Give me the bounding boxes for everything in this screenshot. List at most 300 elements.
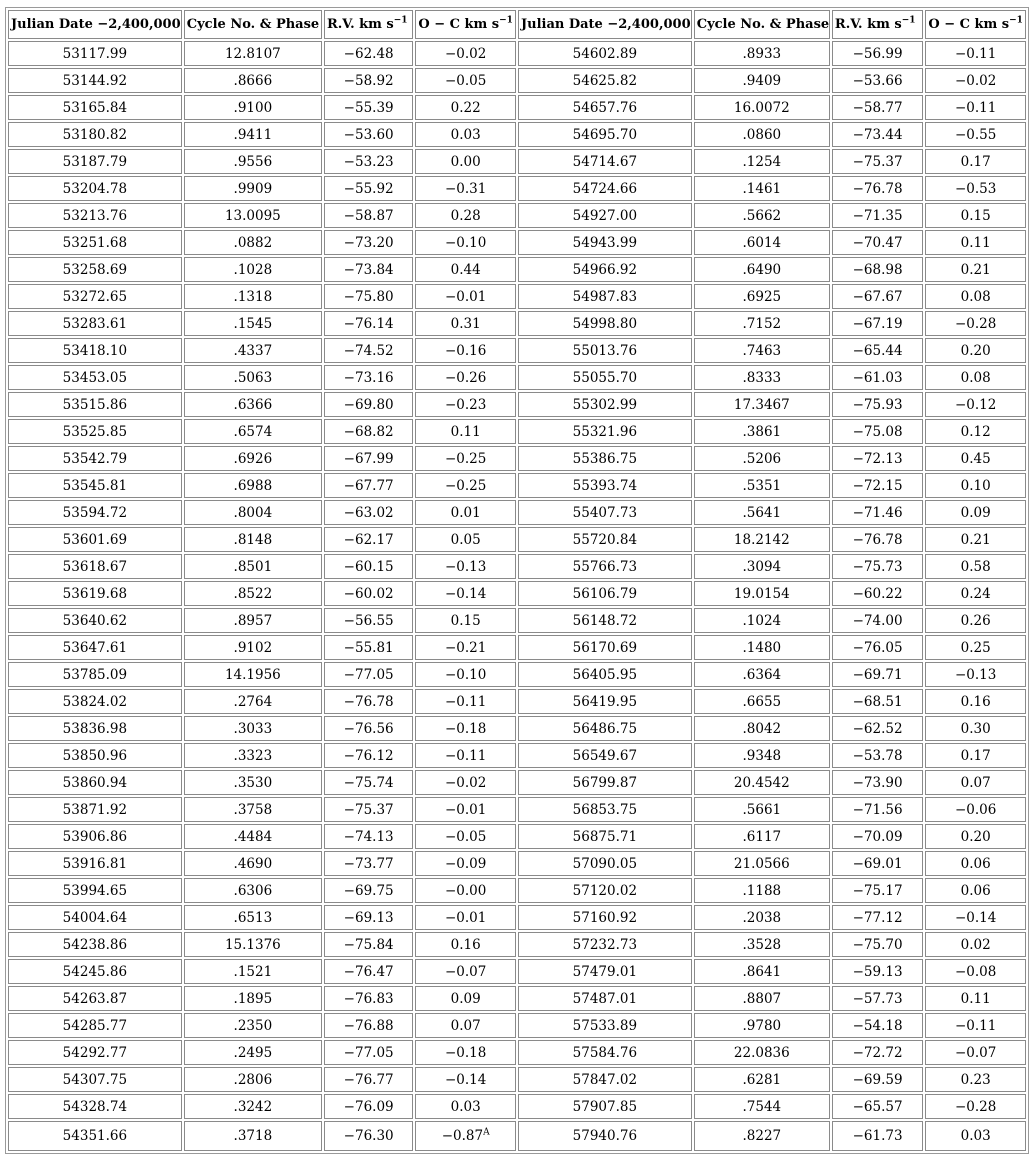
table-cell-radial-velocity: −63.02 bbox=[324, 500, 413, 525]
table-cell-julian-date: 54307.75 bbox=[8, 1067, 182, 1092]
table-row bbox=[8, 311, 1026, 336]
table-row bbox=[8, 149, 1026, 174]
table-cell-o-minus-c: 0.09 bbox=[925, 500, 1026, 525]
table-cell-o-minus-c: −0.55 bbox=[925, 122, 1026, 147]
table-cell-radial-velocity: −56.99 bbox=[832, 41, 923, 66]
header-radial-velocity: R.V. km $s^{-1}$ bbox=[324, 10, 413, 39]
table-cell-cycle-phase: .3861 bbox=[694, 419, 830, 444]
table-cell-radial-velocity: −67.19 bbox=[832, 311, 923, 336]
table-row bbox=[8, 68, 1026, 93]
table-cell-o-minus-c: 0.24 bbox=[925, 581, 1026, 606]
table-cell-cycle-phase: .9556 bbox=[184, 149, 322, 174]
table-cell-cycle-phase: .3033 bbox=[184, 716, 322, 741]
table-cell-julian-date: 53906.86 bbox=[8, 824, 182, 849]
table-cell-radial-velocity: −55.81 bbox=[324, 635, 413, 660]
table-cell-o-minus-c: −0.14 bbox=[415, 581, 516, 606]
table-cell-o-minus-c: −0.25 bbox=[415, 473, 516, 498]
table-row bbox=[8, 959, 1026, 984]
table-row bbox=[8, 662, 1026, 687]
table-cell-cycle-phase: 12.8107 bbox=[184, 41, 322, 66]
table-cell-cycle-phase: .6306 bbox=[184, 878, 322, 903]
table-cell-radial-velocity: −76.47 bbox=[324, 959, 413, 984]
table-cell-cycle-phase: 16.0072 bbox=[694, 95, 830, 120]
table-cell-cycle-phase: .1318 bbox=[184, 284, 322, 309]
table-row bbox=[8, 1067, 1026, 1092]
table-cell-julian-date: 55720.84 bbox=[518, 527, 692, 552]
table-cell-julian-date: 53187.79 bbox=[8, 149, 182, 174]
table-row bbox=[8, 932, 1026, 957]
table-cell-o-minus-c: −0.02 bbox=[415, 770, 516, 795]
table-row bbox=[8, 1013, 1026, 1038]
table-row bbox=[8, 365, 1026, 390]
table-row bbox=[8, 581, 1026, 606]
table-cell-radial-velocity: −58.87 bbox=[324, 203, 413, 228]
table-cell-radial-velocity: −71.35 bbox=[832, 203, 923, 228]
table-cell-radial-velocity: −53.78 bbox=[832, 743, 923, 768]
table-cell-cycle-phase: .9411 bbox=[184, 122, 322, 147]
table-cell-cycle-phase: .3323 bbox=[184, 743, 322, 768]
table-cell-julian-date: 57479.01 bbox=[518, 959, 692, 984]
table-cell-julian-date: 57090.05 bbox=[518, 851, 692, 876]
table-cell-cycle-phase: .3094 bbox=[694, 554, 830, 579]
table-cell-julian-date: 54602.89 bbox=[518, 41, 692, 66]
table-cell-cycle-phase: .6366 bbox=[184, 392, 322, 417]
table-cell-o-minus-c: 0.21 bbox=[925, 527, 1026, 552]
table-row bbox=[8, 716, 1026, 741]
radial-velocity-table bbox=[5, 7, 1029, 1154]
table-cell-cycle-phase: 20.4542 bbox=[694, 770, 830, 795]
table-cell-cycle-phase: .0860 bbox=[694, 122, 830, 147]
table-cell-radial-velocity: −59.13 bbox=[832, 959, 923, 984]
table-cell-o-minus-c: 0.01 bbox=[415, 500, 516, 525]
table-cell-o-minus-c: −0.11 bbox=[415, 689, 516, 714]
table-cell-cycle-phase: .6364 bbox=[694, 662, 830, 687]
table-cell-cycle-phase: .3758 bbox=[184, 797, 322, 822]
table-cell-o-minus-c: −0.02 bbox=[925, 68, 1026, 93]
table-cell-o-minus-c: 0.11 bbox=[925, 230, 1026, 255]
table-row bbox=[8, 419, 1026, 444]
table-cell-cycle-phase: 13.0095 bbox=[184, 203, 322, 228]
table-row bbox=[8, 230, 1026, 255]
table-cell-julian-date: 56405.95 bbox=[518, 662, 692, 687]
table-cell-radial-velocity: −76.88 bbox=[324, 1013, 413, 1038]
table-cell-o-minus-c: 0.25 bbox=[925, 635, 1026, 660]
table-row bbox=[8, 743, 1026, 768]
table-cell-julian-date: 56486.75 bbox=[518, 716, 692, 741]
table-cell-julian-date: 53515.86 bbox=[8, 392, 182, 417]
table-cell-julian-date: 53213.76 bbox=[8, 203, 182, 228]
table-cell-julian-date: 54285.77 bbox=[8, 1013, 182, 1038]
table-cell-cycle-phase: .3718 bbox=[184, 1121, 322, 1151]
table-cell-radial-velocity: −73.16 bbox=[324, 365, 413, 390]
table-row bbox=[8, 446, 1026, 471]
table-cell-julian-date: 57120.02 bbox=[518, 878, 692, 903]
table-cell-julian-date: 57533.89 bbox=[518, 1013, 692, 1038]
table-cell-julian-date: 56148.72 bbox=[518, 608, 692, 633]
table-cell-cycle-phase: .6014 bbox=[694, 230, 830, 255]
table-cell-cycle-phase: .6117 bbox=[694, 824, 830, 849]
table-cell-o-minus-c: −0.31 bbox=[415, 176, 516, 201]
table-cell-radial-velocity: −53.60 bbox=[324, 122, 413, 147]
table-cell-julian-date: 57940.76 bbox=[518, 1121, 692, 1151]
table-cell-o-minus-c: 0.44 bbox=[415, 257, 516, 282]
table-cell-cycle-phase: .0882 bbox=[184, 230, 322, 255]
table-cell-o-minus-c: −0.18 bbox=[415, 716, 516, 741]
table-cell-o-minus-c: −0.07 bbox=[415, 959, 516, 984]
table-row bbox=[8, 770, 1026, 795]
table-cell-radial-velocity: −77.12 bbox=[832, 905, 923, 930]
table-cell-o-minus-c: 0.12 bbox=[925, 419, 1026, 444]
table-cell-radial-velocity: −67.67 bbox=[832, 284, 923, 309]
table-cell-o-minus-c: 0.08 bbox=[925, 365, 1026, 390]
table-cell-cycle-phase: .1254 bbox=[694, 149, 830, 174]
table-cell-cycle-phase: .8004 bbox=[184, 500, 322, 525]
table-cell-o-minus-c: 0.07 bbox=[415, 1013, 516, 1038]
table-cell-o-minus-c: −0.13 bbox=[415, 554, 516, 579]
table-cell-cycle-phase: .9348 bbox=[694, 743, 830, 768]
table-cell-cycle-phase: .6655 bbox=[694, 689, 830, 714]
table-cell-julian-date: 55013.76 bbox=[518, 338, 692, 363]
table-cell-radial-velocity: −73.44 bbox=[832, 122, 923, 147]
table-row bbox=[8, 392, 1026, 417]
table-cell-julian-date: 55386.75 bbox=[518, 446, 692, 471]
table-cell-o-minus-c: −0.05 bbox=[415, 824, 516, 849]
table-cell-o-minus-c: 0.11 bbox=[415, 419, 516, 444]
table-cell-o-minus-c: 0.11 bbox=[925, 986, 1026, 1011]
table-cell-julian-date: 56853.75 bbox=[518, 797, 692, 822]
table-cell-radial-velocity: −75.84 bbox=[324, 932, 413, 957]
table-cell-julian-date: 54238.86 bbox=[8, 932, 182, 957]
table-cell-julian-date: 53144.92 bbox=[8, 68, 182, 93]
table-cell-julian-date: 54657.76 bbox=[518, 95, 692, 120]
table-cell-julian-date: 55321.96 bbox=[518, 419, 692, 444]
table-cell-radial-velocity: −69.01 bbox=[832, 851, 923, 876]
table-cell-radial-velocity: −68.98 bbox=[832, 257, 923, 282]
table-cell-cycle-phase: .2806 bbox=[184, 1067, 322, 1092]
table-cell-julian-date: 57160.92 bbox=[518, 905, 692, 930]
table-cell-radial-velocity: −76.30 bbox=[324, 1121, 413, 1151]
table-cell-cycle-phase: .7152 bbox=[694, 311, 830, 336]
table-cell-radial-velocity: −69.75 bbox=[324, 878, 413, 903]
table-cell-o-minus-c: −0.11 bbox=[925, 95, 1026, 120]
table-cell-cycle-phase: 15.1376 bbox=[184, 932, 322, 957]
header-cycle-phase: Cycle No. & Phase bbox=[694, 10, 830, 39]
table-cell-radial-velocity: −53.66 bbox=[832, 68, 923, 93]
header-radial-velocity: R.V. km $s^{-1}$ bbox=[832, 10, 923, 39]
table-cell-radial-velocity: −67.77 bbox=[324, 473, 413, 498]
table-cell-o-minus-c: 0.10 bbox=[925, 473, 1026, 498]
table-cell-cycle-phase: .4484 bbox=[184, 824, 322, 849]
table-cell-julian-date: 57487.01 bbox=[518, 986, 692, 1011]
table-cell-cycle-phase: .2495 bbox=[184, 1040, 322, 1065]
table-row bbox=[8, 95, 1026, 120]
table-cell-julian-date: 53258.69 bbox=[8, 257, 182, 282]
table-cell-cycle-phase: .8042 bbox=[694, 716, 830, 741]
table-row bbox=[8, 257, 1026, 282]
table-cell-o-minus-c: 0.28 bbox=[415, 203, 516, 228]
table-row bbox=[8, 338, 1026, 363]
table-cell-julian-date: 54927.00 bbox=[518, 203, 692, 228]
table-cell-o-minus-c: −0.01 bbox=[415, 284, 516, 309]
table-cell-o-minus-c: 0.02 bbox=[925, 932, 1026, 957]
table-cell-cycle-phase: .6926 bbox=[184, 446, 322, 471]
table-cell-o-minus-c: −0.53 bbox=[925, 176, 1026, 201]
table-cell-o-minus-c: 0.03 bbox=[415, 122, 516, 147]
table-cell-cycle-phase: .8641 bbox=[694, 959, 830, 984]
table-cell-radial-velocity: −75.08 bbox=[832, 419, 923, 444]
table-row bbox=[8, 851, 1026, 876]
table-cell-radial-velocity: −67.99 bbox=[324, 446, 413, 471]
table-cell-radial-velocity: −60.15 bbox=[324, 554, 413, 579]
header-julian-date: Julian Date −2,400,000 bbox=[518, 10, 692, 39]
table-cell-cycle-phase: .5063 bbox=[184, 365, 322, 390]
table-cell-radial-velocity: −60.22 bbox=[832, 581, 923, 606]
table-cell-radial-velocity: −76.12 bbox=[324, 743, 413, 768]
table-cell-radial-velocity: −77.05 bbox=[324, 662, 413, 687]
table-cell-cycle-phase: .1480 bbox=[694, 635, 830, 660]
table-cell-julian-date: 54351.66 bbox=[8, 1121, 182, 1151]
table-cell-julian-date: 54714.67 bbox=[518, 149, 692, 174]
table-cell-julian-date: 56419.95 bbox=[518, 689, 692, 714]
table-cell-radial-velocity: −75.37 bbox=[832, 149, 923, 174]
table-cell-o-minus-c: $-0.87^A$ bbox=[415, 1121, 516, 1151]
table-cell-julian-date: 53871.92 bbox=[8, 797, 182, 822]
table-cell-cycle-phase: .6490 bbox=[694, 257, 830, 282]
table-cell-cycle-phase: .9780 bbox=[694, 1013, 830, 1038]
table-cell-cycle-phase: .5351 bbox=[694, 473, 830, 498]
table-cell-radial-velocity: −74.52 bbox=[324, 338, 413, 363]
header-julian-date: Julian Date −2,400,000 bbox=[8, 10, 182, 39]
table-cell-julian-date: 53860.94 bbox=[8, 770, 182, 795]
table-row bbox=[8, 473, 1026, 498]
table-row bbox=[8, 554, 1026, 579]
table-cell-cycle-phase: .8933 bbox=[694, 41, 830, 66]
table-row bbox=[8, 176, 1026, 201]
table-cell-o-minus-c: 0.22 bbox=[415, 95, 516, 120]
table-cell-o-minus-c: 0.07 bbox=[925, 770, 1026, 795]
table-cell-cycle-phase: .1545 bbox=[184, 311, 322, 336]
table-cell-cycle-phase: .1895 bbox=[184, 986, 322, 1011]
table-cell-cycle-phase: .5641 bbox=[694, 500, 830, 525]
table-cell-o-minus-c: 0.05 bbox=[415, 527, 516, 552]
header-row bbox=[8, 10, 1026, 39]
table-cell-cycle-phase: .9409 bbox=[694, 68, 830, 93]
table-cell-cycle-phase: .8807 bbox=[694, 986, 830, 1011]
table-row bbox=[8, 1121, 1026, 1151]
table-row bbox=[8, 284, 1026, 309]
table-cell-cycle-phase: .8501 bbox=[184, 554, 322, 579]
table-row bbox=[8, 203, 1026, 228]
header-o-minus-c: O − C km $s^{-1}$ bbox=[415, 10, 516, 39]
table-cell-o-minus-c: −0.08 bbox=[925, 959, 1026, 984]
table-cell-o-minus-c: 0.17 bbox=[925, 743, 1026, 768]
table-cell-julian-date: 55393.74 bbox=[518, 473, 692, 498]
table-cell-radial-velocity: −73.84 bbox=[324, 257, 413, 282]
table-cell-o-minus-c: 0.06 bbox=[925, 878, 1026, 903]
table-cell-radial-velocity: −76.05 bbox=[832, 635, 923, 660]
table-cell-o-minus-c: −0.26 bbox=[415, 365, 516, 390]
table-cell-cycle-phase: .1188 bbox=[694, 878, 830, 903]
table-cell-radial-velocity: −58.92 bbox=[324, 68, 413, 93]
table-cell-o-minus-c: 0.15 bbox=[925, 203, 1026, 228]
table-cell-julian-date: 54998.80 bbox=[518, 311, 692, 336]
table-cell-julian-date: 56799.87 bbox=[518, 770, 692, 795]
table-cell-radial-velocity: −56.55 bbox=[324, 608, 413, 633]
table-cell-cycle-phase: .6925 bbox=[694, 284, 830, 309]
table-cell-julian-date: 56106.79 bbox=[518, 581, 692, 606]
table-cell-o-minus-c: 0.26 bbox=[925, 608, 1026, 633]
table-cell-cycle-phase: .5661 bbox=[694, 797, 830, 822]
table-cell-o-minus-c: 0.16 bbox=[925, 689, 1026, 714]
table-row bbox=[8, 1040, 1026, 1065]
table-row bbox=[8, 500, 1026, 525]
table-cell-o-minus-c: 0.20 bbox=[925, 338, 1026, 363]
table-cell-o-minus-c: −0.28 bbox=[925, 311, 1026, 336]
table-cell-radial-velocity: −75.17 bbox=[832, 878, 923, 903]
table-cell-o-minus-c: 0.06 bbox=[925, 851, 1026, 876]
table-cell-cycle-phase: 18.2142 bbox=[694, 527, 830, 552]
table-cell-julian-date: 53836.98 bbox=[8, 716, 182, 741]
table-row bbox=[8, 41, 1026, 66]
table-cell-julian-date: 53850.96 bbox=[8, 743, 182, 768]
table-cell-cycle-phase: .6281 bbox=[694, 1067, 830, 1092]
table-cell-cycle-phase: .1521 bbox=[184, 959, 322, 984]
table-cell-julian-date: 53180.82 bbox=[8, 122, 182, 147]
footnote-marker: A bbox=[483, 1127, 490, 1138]
table-cell-cycle-phase: .9100 bbox=[184, 95, 322, 120]
table-body bbox=[8, 41, 1026, 1119]
table-cell-o-minus-c: 0.03 bbox=[415, 1094, 516, 1119]
table-cell-julian-date: 53418.10 bbox=[8, 338, 182, 363]
table-cell-radial-velocity: −76.78 bbox=[324, 689, 413, 714]
table-cell-o-minus-c: −0.23 bbox=[415, 392, 516, 417]
table-cell-julian-date: 56875.71 bbox=[518, 824, 692, 849]
table-cell-julian-date: 53204.78 bbox=[8, 176, 182, 201]
table-cell-radial-velocity: −71.56 bbox=[832, 797, 923, 822]
table-cell-radial-velocity: −75.74 bbox=[324, 770, 413, 795]
table-cell-julian-date: 53785.09 bbox=[8, 662, 182, 687]
table-cell-julian-date: 53647.61 bbox=[8, 635, 182, 660]
table-cell-radial-velocity: −73.20 bbox=[324, 230, 413, 255]
table-cell-radial-velocity: −76.09 bbox=[324, 1094, 413, 1119]
table-cell-cycle-phase: 21.0566 bbox=[694, 851, 830, 876]
table-cell-julian-date: 57847.02 bbox=[518, 1067, 692, 1092]
table-cell-o-minus-c: −0.11 bbox=[925, 41, 1026, 66]
table-cell-radial-velocity: −76.77 bbox=[324, 1067, 413, 1092]
table-cell-julian-date: 53994.65 bbox=[8, 878, 182, 903]
table-cell-cycle-phase: .8333 bbox=[694, 365, 830, 390]
table-cell-julian-date: 57907.85 bbox=[518, 1094, 692, 1119]
table-cell-cycle-phase: .3528 bbox=[694, 932, 830, 957]
table-cell-julian-date: 53272.65 bbox=[8, 284, 182, 309]
table-cell-radial-velocity: −75.37 bbox=[324, 797, 413, 822]
table-cell-o-minus-c: −0.28 bbox=[925, 1094, 1026, 1119]
table-cell-radial-velocity: −71.46 bbox=[832, 500, 923, 525]
table-cell-cycle-phase: 19.0154 bbox=[694, 581, 830, 606]
table-cell-radial-velocity: −69.59 bbox=[832, 1067, 923, 1092]
table-cell-julian-date: 56170.69 bbox=[518, 635, 692, 660]
table-cell-cycle-phase: 17.3467 bbox=[694, 392, 830, 417]
table-cell-o-minus-c: −0.11 bbox=[925, 1013, 1026, 1038]
table-cell-radial-velocity: −61.73 bbox=[832, 1121, 923, 1151]
table-cell-julian-date: 56549.67 bbox=[518, 743, 692, 768]
table-cell-radial-velocity: −73.90 bbox=[832, 770, 923, 795]
table-cell-julian-date: 53453.05 bbox=[8, 365, 182, 390]
table-cell-radial-velocity: −70.09 bbox=[832, 824, 923, 849]
table-cell-o-minus-c: −0.05 bbox=[415, 68, 516, 93]
table-cell-cycle-phase: 22.0836 bbox=[694, 1040, 830, 1065]
table-cell-o-minus-c: −0.16 bbox=[415, 338, 516, 363]
table-cell-julian-date: 55055.70 bbox=[518, 365, 692, 390]
table-cell-cycle-phase: .6513 bbox=[184, 905, 322, 930]
table-cell-radial-velocity: −62.52 bbox=[832, 716, 923, 741]
table-row bbox=[8, 824, 1026, 849]
table-cell-o-minus-c: 0.00 bbox=[415, 149, 516, 174]
table-cell-julian-date: 54292.77 bbox=[8, 1040, 182, 1065]
table-cell-julian-date: 53601.69 bbox=[8, 527, 182, 552]
table-cell-julian-date: 54987.83 bbox=[518, 284, 692, 309]
table-cell-radial-velocity: −74.13 bbox=[324, 824, 413, 849]
table-cell-o-minus-c: 0.16 bbox=[415, 932, 516, 957]
table-cell-radial-velocity: −55.92 bbox=[324, 176, 413, 201]
table-cell-julian-date: 53824.02 bbox=[8, 689, 182, 714]
table-cell-o-minus-c: 0.09 bbox=[415, 986, 516, 1011]
table-cell-o-minus-c: −0.07 bbox=[925, 1040, 1026, 1065]
table-cell-radial-velocity: −62.48 bbox=[324, 41, 413, 66]
table-cell-julian-date: 54004.64 bbox=[8, 905, 182, 930]
table-cell-o-minus-c: 0.58 bbox=[925, 554, 1026, 579]
table-cell-julian-date: 54724.66 bbox=[518, 176, 692, 201]
table-row bbox=[8, 689, 1026, 714]
table-cell-o-minus-c: −0.01 bbox=[415, 905, 516, 930]
table-cell-cycle-phase: .2764 bbox=[184, 689, 322, 714]
table-cell-julian-date: 54695.70 bbox=[518, 122, 692, 147]
table-cell-cycle-phase: .2038 bbox=[694, 905, 830, 930]
table-cell-o-minus-c: −0.09 bbox=[415, 851, 516, 876]
table-cell-cycle-phase: .8227 bbox=[694, 1121, 830, 1151]
table-cell-radial-velocity: −76.78 bbox=[832, 176, 923, 201]
table-cell-radial-velocity: −58.77 bbox=[832, 95, 923, 120]
table-cell-julian-date: 54966.92 bbox=[518, 257, 692, 282]
table-cell-julian-date: 54245.86 bbox=[8, 959, 182, 984]
table-cell-radial-velocity: −74.00 bbox=[832, 608, 923, 633]
table-cell-radial-velocity: −68.51 bbox=[832, 689, 923, 714]
table-cell-radial-velocity: −61.03 bbox=[832, 365, 923, 390]
table-cell-o-minus-c: −0.25 bbox=[415, 446, 516, 471]
table-cell-cycle-phase: .4690 bbox=[184, 851, 322, 876]
table-cell-cycle-phase: .1461 bbox=[694, 176, 830, 201]
table-row bbox=[8, 635, 1026, 660]
table-row bbox=[8, 527, 1026, 552]
table-cell-julian-date: 55766.73 bbox=[518, 554, 692, 579]
table-cell-cycle-phase: .2350 bbox=[184, 1013, 322, 1038]
table-row bbox=[8, 608, 1026, 633]
table-cell-cycle-phase: .6574 bbox=[184, 419, 322, 444]
table-cell-radial-velocity: −60.02 bbox=[324, 581, 413, 606]
table-cell-julian-date: 53251.68 bbox=[8, 230, 182, 255]
table-cell-radial-velocity: −55.39 bbox=[324, 95, 413, 120]
table-cell-o-minus-c: −0.06 bbox=[925, 797, 1026, 822]
table-cell-o-minus-c: −0.14 bbox=[415, 1067, 516, 1092]
table-cell-julian-date: 53525.85 bbox=[8, 419, 182, 444]
table-cell-julian-date: 54625.82 bbox=[518, 68, 692, 93]
table-cell-radial-velocity: −65.57 bbox=[832, 1094, 923, 1119]
table-cell-cycle-phase: .9909 bbox=[184, 176, 322, 201]
table-cell-o-minus-c: 0.08 bbox=[925, 284, 1026, 309]
table-cell-o-minus-c: 0.03 bbox=[925, 1121, 1026, 1151]
table-cell-radial-velocity: −69.13 bbox=[324, 905, 413, 930]
table-cell-julian-date: 53542.79 bbox=[8, 446, 182, 471]
